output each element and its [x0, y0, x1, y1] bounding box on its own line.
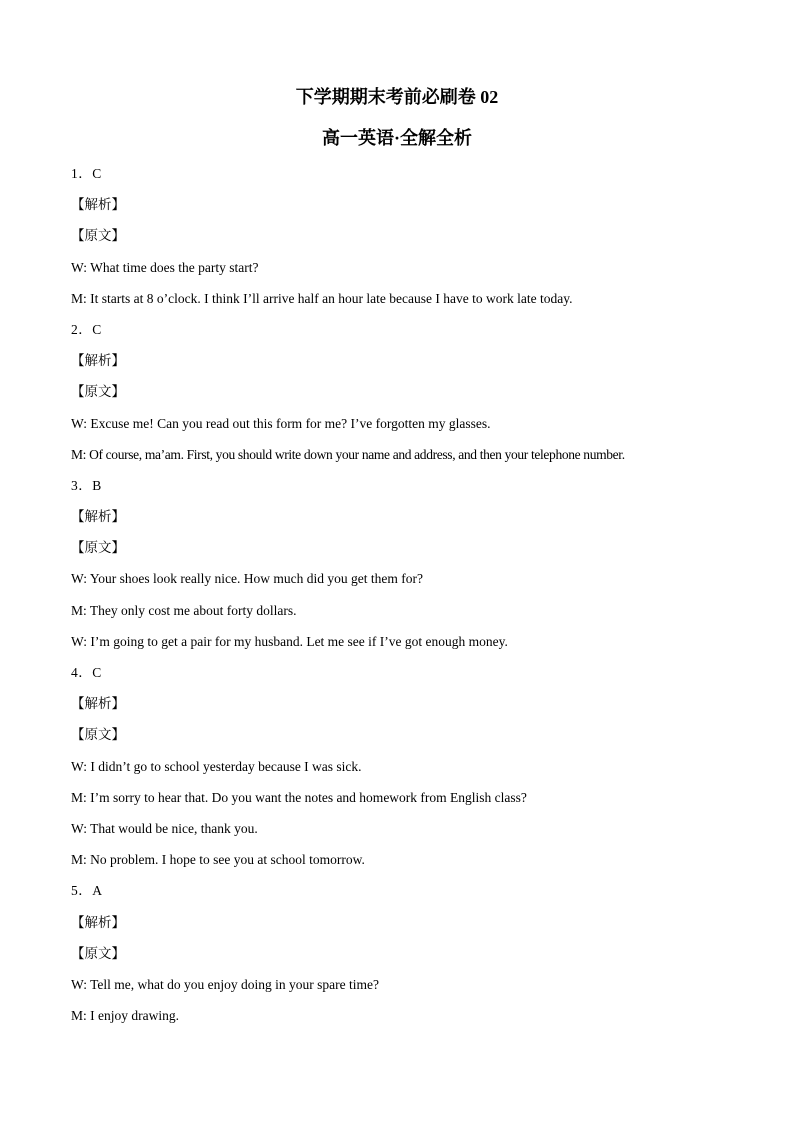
- original-text-label: 【原文】: [71, 540, 125, 556]
- dialogue-line: W: That would be nice, thank you.: [71, 820, 258, 836]
- question-block: [71, 319, 731, 475]
- dialogue-line: M: I’m sorry to hear that. Do you want the notes and homework from English class?: [71, 789, 527, 805]
- dialogue-line: W: I’m going to get a pair for my husband. Let me see if I’ve got enough money.: [71, 633, 508, 649]
- analysis-label: 【解析】: [71, 696, 125, 712]
- question-number: 4．C: [71, 665, 102, 680]
- document-title: 下学期期末考前必刷卷 02: [295, 87, 499, 107]
- question-number: 2．C: [71, 321, 102, 337]
- dialogue-line: M: No problem. I hope to see you at school tomorrow.: [71, 852, 365, 868]
- original-text-label: 【原文】: [71, 384, 125, 400]
- question-block: [71, 475, 731, 662]
- dialogue-line: M: It starts at 8 o’clock. I think I’ll arrive half an hour late because I have to work late today.: [71, 290, 573, 306]
- dialogue-line: W: What time does the party start?: [71, 259, 259, 275]
- original-text-label: 【原文】: [71, 945, 125, 961]
- analysis-label: 【解析】: [71, 914, 125, 930]
- original-text-label: 【原文】: [71, 228, 125, 244]
- original-text-label: 【原文】: [71, 727, 125, 743]
- dialogue-line: W: Tell me, what do you enjoy doing in your spare time?: [71, 976, 379, 992]
- question-block: [71, 880, 731, 1036]
- question-number: 3．B: [71, 477, 102, 493]
- dialogue-line: W: Your shoes look really nice. How much did you get them for?: [71, 571, 423, 587]
- dialogue-line: W: I didn’t go to school yesterday because I was sick.: [71, 758, 362, 774]
- dialogue-line: M: They only cost me about forty dollars.: [71, 602, 297, 618]
- question-block: [71, 662, 731, 880]
- analysis-label: 【解析】: [71, 197, 125, 213]
- dialogue-line: W: Excuse me! Can you read out this form for me? I’ve forgotten my glasses.: [71, 415, 491, 431]
- dialogue-line: M: Of course, ma’am. First, you should write down your name and address, and then your telephone number.: [71, 446, 625, 462]
- analysis-label: 【解析】: [71, 353, 125, 369]
- question-number: 5．A: [71, 883, 103, 899]
- document-subtitle: 高一英语·全解全析: [321, 128, 472, 148]
- answer-content: [71, 163, 731, 1036]
- question-number: 1．C: [71, 166, 102, 181]
- dialogue-line: M: I enjoy drawing.: [71, 1008, 179, 1024]
- analysis-label: 【解析】: [71, 509, 125, 525]
- question-block: [71, 163, 731, 319]
